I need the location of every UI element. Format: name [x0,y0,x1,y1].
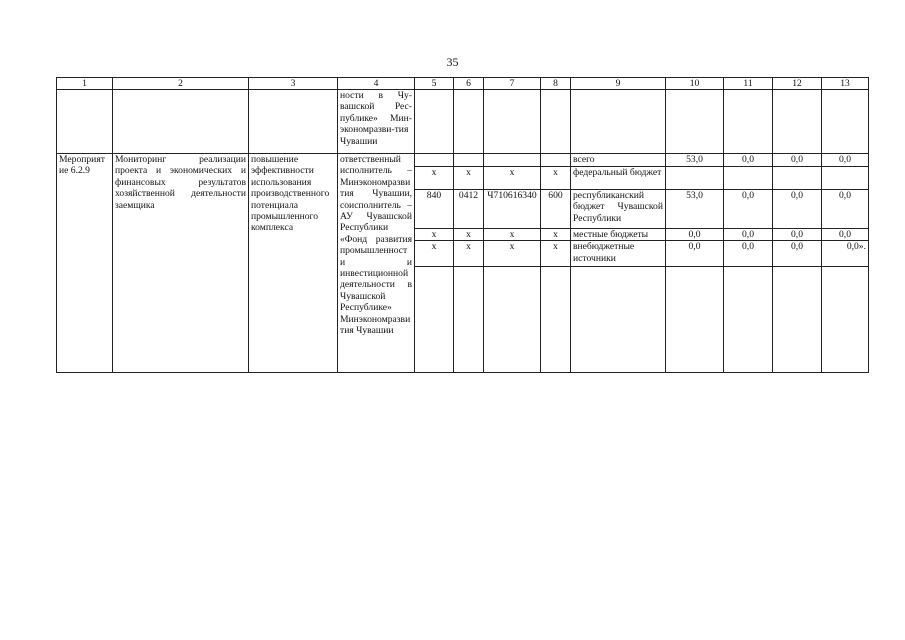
continuation-executor: ности в Чу-вашской Рес-публике» Мин-экономразви-тия Чувашии [338,90,415,154]
table-row: x x x x внебюджетные источники 0,0 0,0 0,0 0,0». [57,241,869,267]
event-executor: ответственный исполнитель – Минэкономразвития Чувашии, соисполнитель – АУ Чувашской Республики «Фонд развития промышленности и инвестиционной деятельности в Чувашской Республике» Минэкономразвития Чувашии [338,154,415,373]
header-cell: 9 [571,78,666,90]
table-row: x x x x местные бюджеты 0,0 0,0 0,0 0,0 [57,229,869,241]
header-cell: 13 [822,78,869,90]
header-cell: 5 [415,78,454,90]
header-cell: 4 [338,78,415,90]
funding-source: внебюджетные источники [571,241,666,267]
table-row: Мероприятие 6.2.9 Мониторинг реализации проекта и экономических и финансовых результатов хозяйственной деятельности заемщика повышение эффективности использования производственного потенциала промышленного комплекса ответственный исполнитель – Минэкономразвития Чувашии, соисполнитель – АУ Чувашской Республики «Фонд развития промышленности и инвестиционной деятельности в Чувашской Республике» Минэкономразвития Чувашии всего 53,0 0,0 0,0 0,0 [57,154,869,167]
header-cell: 12 [773,78,822,90]
continuation-row [57,90,869,154]
header-cell: 1 [57,78,113,90]
page-number: 35 [446,55,459,69]
column-numbers-row [57,78,869,90]
funding-source: всего [571,154,666,167]
table-row: x x x x федеральный бюджет [57,167,869,190]
event-code: Мероприятие 6.2.9 [57,154,113,373]
funding-source: республиканский бюджет Чувашской Республики [571,190,666,229]
header-cell: 10 [666,78,724,90]
funding-source: федеральный бюджет [571,167,666,190]
event-name: Мониторинг реализации проекта и экономических и финансовых результатов хозяйственной деятельности заемщика [113,154,249,373]
funding-source: местные бюджеты [571,229,666,241]
header-cell: 6 [454,78,484,90]
header-cell: 7 [484,78,541,90]
header-cell: 3 [249,78,338,90]
header-cell: 2 [113,78,249,90]
table-row: 840 0412 Ч710616340 600 республиканский бюджет Чувашской Республики 53,0 0,0 0,0 0,0 [57,190,869,229]
budget-table [56,77,869,373]
header-cell: 11 [724,78,773,90]
event-goal: повышение эффективности использования производственного потенциала промышленного комплекса [249,154,338,373]
header-cell: 8 [541,78,571,90]
